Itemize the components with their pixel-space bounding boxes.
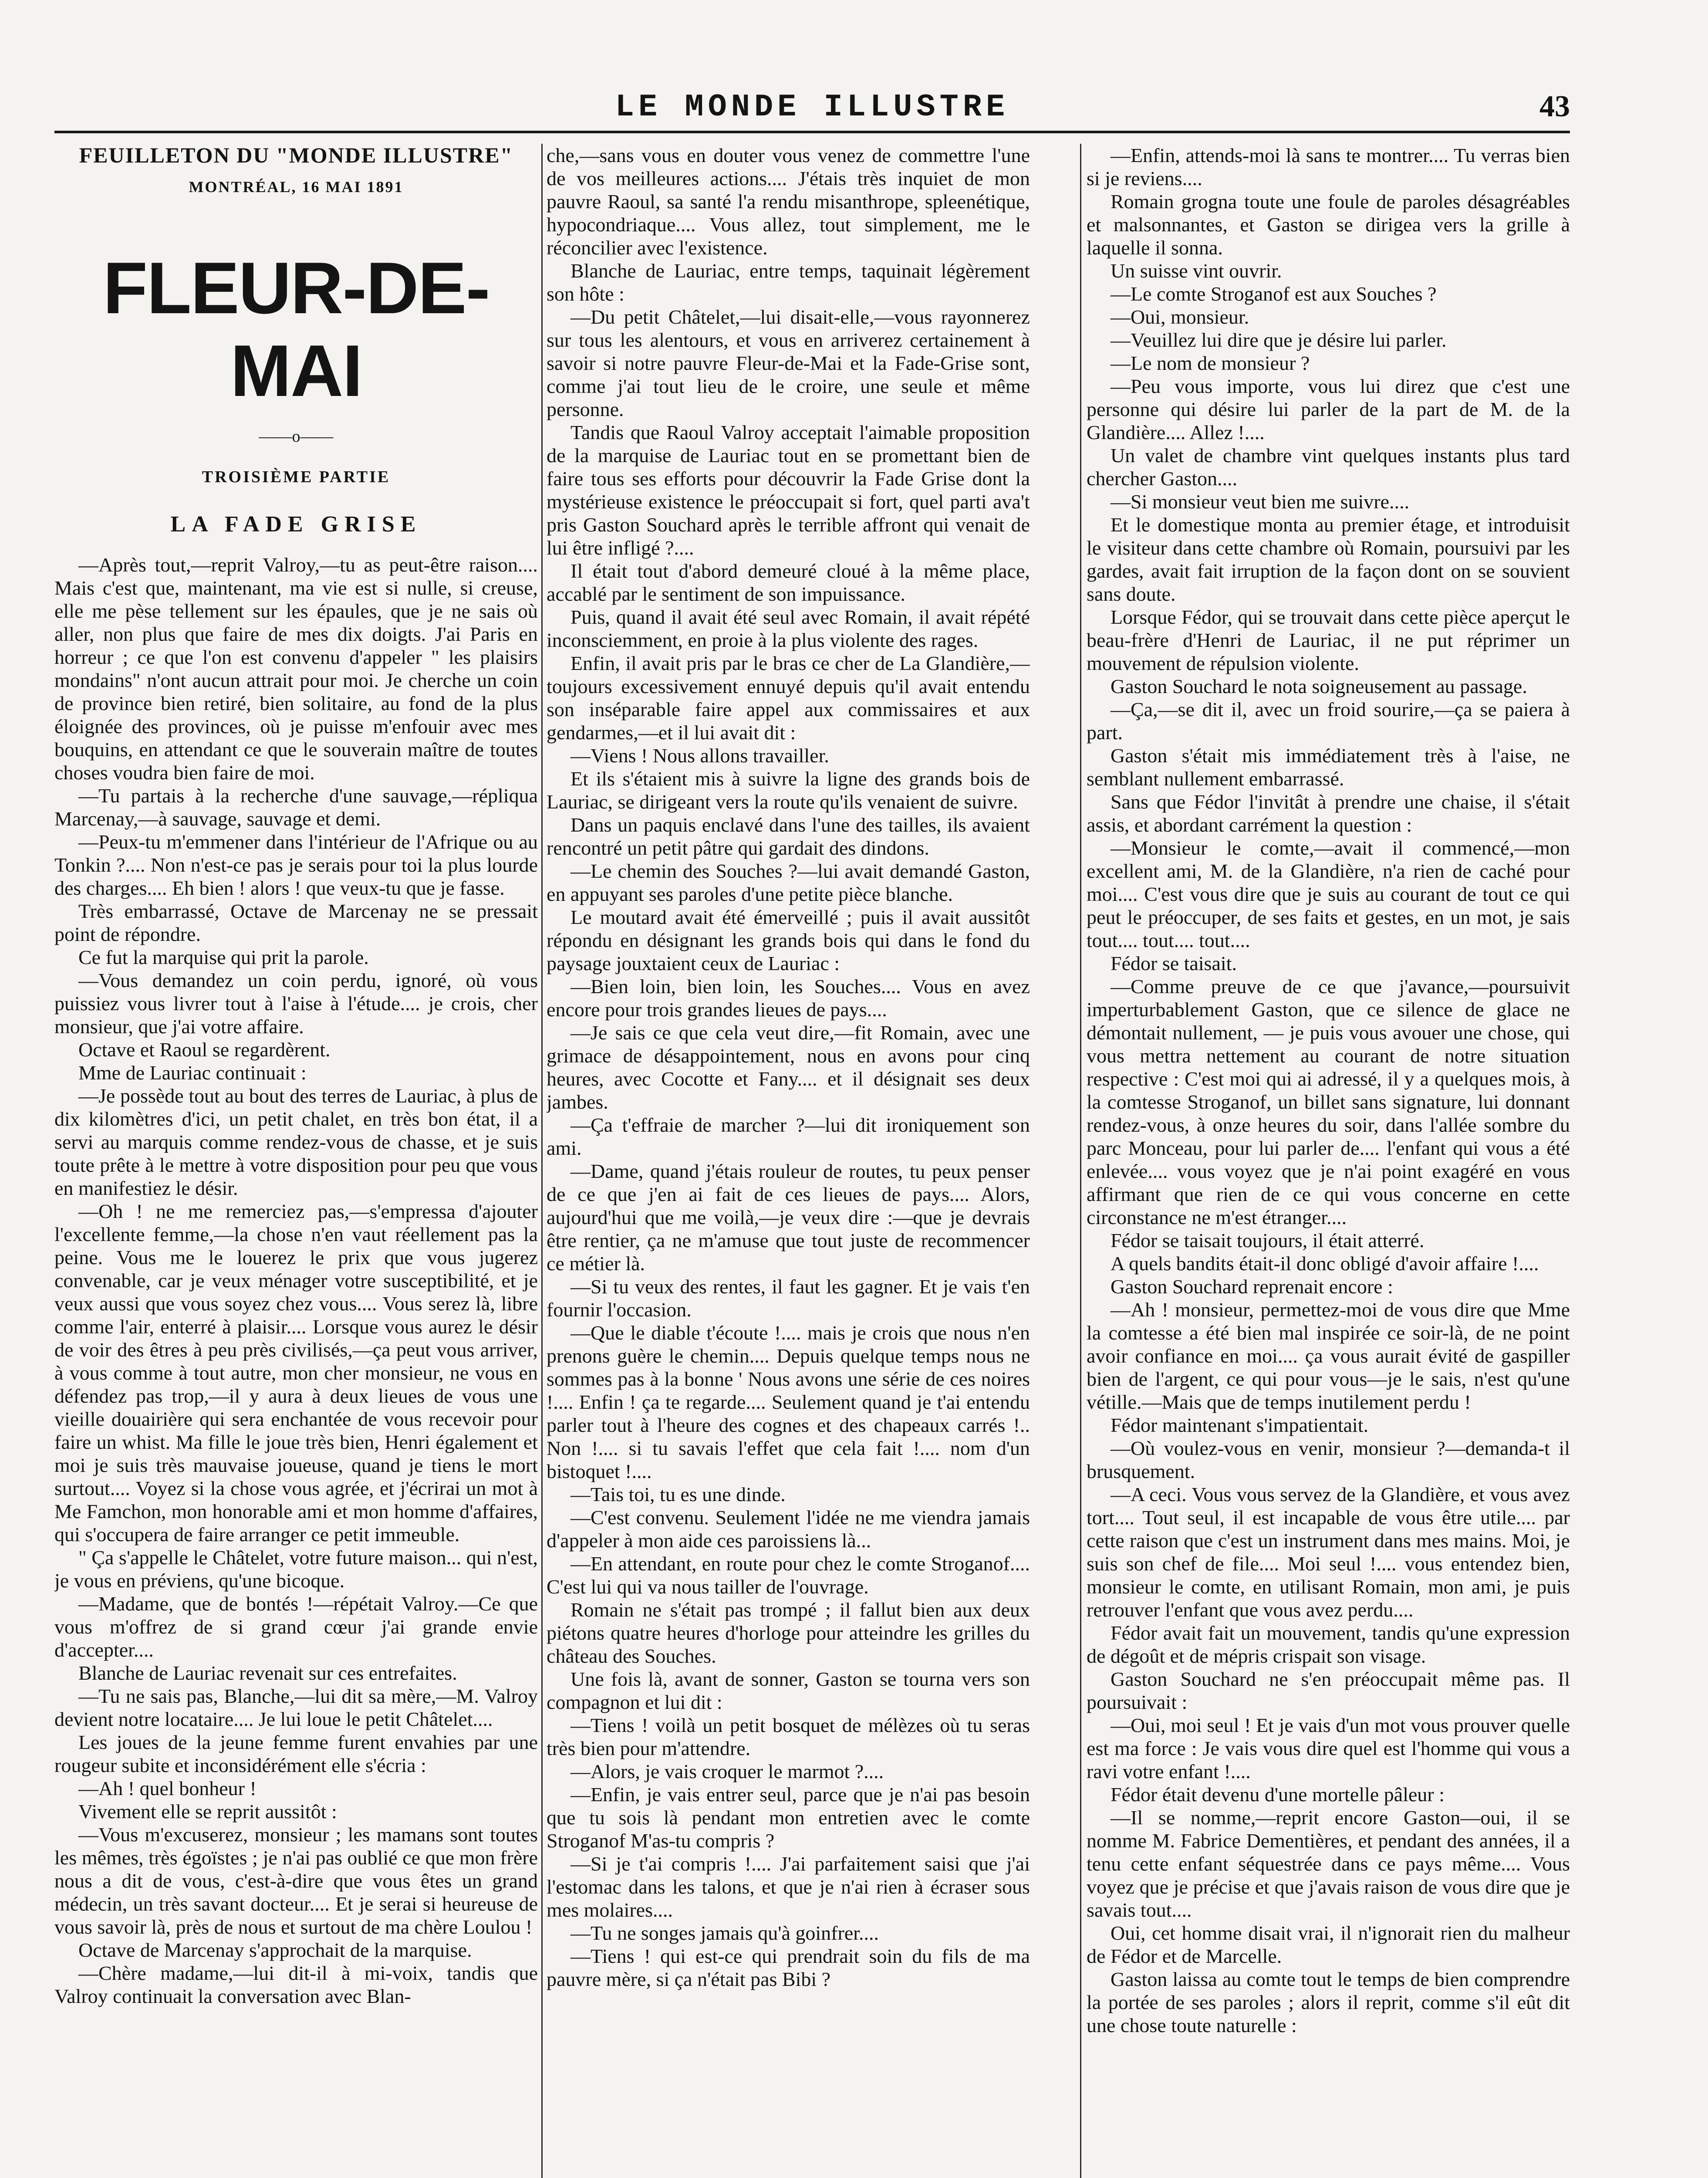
paragraph: Tandis que Raoul Valroy acceptait l'aimable proposition de la marquise de Lauriac tout en se promettant bien de faire tous ses efforts pour découvrir la Fade Grise dont la mystérieuse existence le préoccupait si fort, quel parti ava't pris Gaston Souchard après le terrible affront qui venait de lui être infligé ?.... [547, 421, 1030, 559]
paragraph: Très embarrassé, Octave de Marcenay ne se pressait point de répondre. [54, 900, 538, 945]
paragraph: —Après tout,—reprit Valroy,—tu as peut-être raison.... Mais c'est que, maintenant, ma vie est si nulle, si creuse, elle me pèse tellement sur les épaules, que je ne sais où aller, non plus que faire de mes dix doigts. J'ai Paris en horreur ; ce que l'on est convenu d'appeler " les plaisirs mondains" n'ont aucun attrait pour moi. Je cherche un coin de province bien retiré, bien solitaire, au fond de la plus éloignée des provinces, où je puisse m'enfouir avec mes bouquins, en attendant ce que le souverain maître de toutes choses voudra bien faire de moi. [54, 554, 538, 784]
title-ornament: ——o—— [259, 427, 334, 446]
paragraph: Les joues de la jeune femme furent envahies par une rougeur subite et inconsidérément elle s'écria : [54, 1731, 538, 1776]
paragraph: —Tiens ! qui est-ce qui prendrait soin du fils de ma pauvre mère, si ça n'était pas Bibi ? [547, 1945, 1030, 1990]
paragraph: —Où voulez-vous en venir, monsieur ?—demanda-t il brusquement. [1087, 1437, 1570, 1482]
section-heading: LA FADE GRISE [170, 512, 422, 537]
paragraph: Ce fut la marquise qui prit la parole. [78, 946, 369, 968]
paragraph: Fédor maintenant s'impatientait. [1111, 1414, 1369, 1436]
paragraph: —Du petit Châtelet,—lui disait-elle,—vous rayonnerez sur tous les alentours, et vous en arriverez certainement à savoir si notre pauvre Fleur-de-Mai et la Fade-Grise sont, comme j'ai tout lieu de le croire, une seule et même personne. [547, 306, 1030, 420]
paragraph: —C'est convenu. Seulement l'idée ne me viendra jamais d'appeler à mon aide ces paroissiens là... [547, 1506, 1030, 1552]
paragraph: —En attendant, en route pour chez le comte Stroganof.... C'est lui qui va nous tailler de l'ouvrage. [547, 1552, 1030, 1598]
paragraph: —Madame, que de bontés !—répétait Valroy.—Ce que vous m'offrez de si grand cœur j'ai grande envie d'accepter.... [54, 1593, 538, 1661]
paragraph: Un suisse vint ouvrir. [1111, 260, 1282, 282]
paragraph: —Veuillez lui dire que je désire lui parler. [1111, 329, 1447, 351]
paragraph: —Oui, moi seul ! Et je vais d'un mot vous prouver quelle est ma force : Je vais vous dire quel est l'homme qui vous a ravi votre enfant !.... [1087, 1714, 1570, 1782]
paragraph: —Tu ne sais pas, Blanche,—lui dit sa mère,—M. Valroy devient notre locataire.... Je lui loue le petit Châtelet.... [54, 1685, 538, 1730]
paragraph: —Dame, quand j'étais rouleur de routes, tu peux penser de ce que j'en ai fait de ces lieues de pays.... Alors, aujourd'hui que me voilà,—je veux dire :—que je devrais être rentier, ça ne m'amuse que tout juste de recommencer ce métier là. [547, 1160, 1030, 1275]
paragraph: Dans un paquis enclavé dans l'une des tailles, ils avaient rencontré un petit pâtre qui gardait des dindons. [547, 814, 1030, 859]
paragraph: —A ceci. Vous vous servez de la Glandière, et vous avez tort.... Tout seul, il est incapable de vous être utile.... par cette raison que c'est un instrument dans mes mains. Moi, je suis son chef de file.... Moi seul !.... vous entendez bien, monsieur le comte, en utilisant Romain, mon ami, je puis retrouver l'enfant que vous avez perdu.... [1087, 1483, 1570, 1621]
paragraph: Octave et Raoul se regardèrent. [78, 1038, 331, 1061]
paragraph: Oui, cet homme disait vrai, il n'ignorait rien du malheur de Fédor et de Marcelle. [1087, 1922, 1570, 1967]
paragraph: Et le domestique monta au premier étage, et introduisit le visiteur dans cette chambre où Romain, poursuivi par les gardes, avait fait irruption de la façon dont on se souvient sans doute. [1087, 514, 1570, 605]
paragraph: Mme de Lauriac continuait : [78, 1062, 307, 1084]
paragraph: Romain ne s'était pas trompé ; il fallut bien aux deux piétons quatre heures d'horloge pour atteindre les grilles du château des Souches. [547, 1599, 1030, 1667]
paragraph: Lorsque Fédor, qui se trouvait dans cette pièce aperçut le beau-frère d'Henri de Lauriac, il ne put réprimer un mouvement de répulsion violente. [1087, 606, 1570, 674]
paragraph: —Ça,—se dit il, avec un froid sourire,—ça se paiera à part. [1087, 698, 1570, 744]
paragraph: Romain grogna toute une foule de paroles désagréables et malsonnantes, et Gaston se dirigea vers la grille à laquelle il sonna. [1087, 190, 1570, 259]
paragraph: —Le chemin des Souches ?—lui avait demandé Gaston, en appuyant ses paroles d'une petite pièce blanche. [547, 860, 1030, 905]
paragraph: —Viens ! Nous allons travailler. [570, 744, 829, 767]
paragraph: Fédor avait fait un mouvement, tandis qu'une expression de dégoût et de mépris crispait son visage. [1087, 1622, 1570, 1667]
paragraph: Gaston s'était mis immédiatement très à l'aise, ne semblant nullement embarrassé. [1087, 744, 1570, 790]
paragraph: —Enfin, attends-moi là sans te montrer.... Tu verras bien si je reviens.... [1087, 144, 1570, 189]
paragraph: Gaston Souchard reprenait encore : [1111, 1275, 1393, 1298]
story-title: FLEUR-DE-MAI [103, 247, 489, 412]
feuilleton-heading: FEUILLETON DU "MONDE ILLUSTRE" [79, 144, 513, 167]
paragraph: —Le nom de monsieur ? [1111, 352, 1310, 374]
paragraph: Gaston Souchard ne s'en préoccupait même pas. Il poursuivait : [1087, 1668, 1570, 1713]
paragraph: Blanche de Lauriac revenait sur ces entrefaites. [78, 1662, 457, 1684]
column-divider-1 [541, 144, 543, 2178]
paragraph: Vivement elle se reprit aussitôt : [78, 1800, 337, 1823]
paragraph: Fédor se taisait toujours, il était atterré. [1111, 1229, 1424, 1251]
paragraph: —Je possède tout au bout des terres de Lauriac, à plus de dix kilomètres d'ici, un petit chalet, en très bon état, il a servi au marquis comme rendez-vous de chasse, et je suis toute prête à le mettre à votre disposition pour peu que vous en manifestiez le désir. [54, 1085, 538, 1199]
paragraph: —Bien loin, bien loin, les Souches.... Vous en avez encore pour trois grandes lieues de pays.... [547, 975, 1030, 1021]
paragraph: —Il se nomme,—reprit encore Gaston—oui, il se nomme M. Fabrice Dementières, et pendant des années, il a tenu cette enfant séquestrée dans ce pays même.... Vous voyez que je précise et que j'avais raison de vous dire que je savais tout.... [1087, 1806, 1570, 1921]
paragraph: —Je sais ce que cela veut dire,—fit Romain, avec une grimace de désappointement, nous en avons pour cinq heures, avec Cocotte et Fany.... et il désignait ses deux jambes. [547, 1021, 1030, 1113]
paragraph: —Chère madame,—lui dit-il à mi-voix, tandis que Valroy continuait la conversation avec Blan- [54, 1962, 538, 2007]
paragraph: —Vous demandez un coin perdu, ignoré, où vous puissiez vous livrer tout à l'aise à l'étude.... je crois, cher monsieur, que j'ai votre affaire. [54, 969, 538, 1038]
column-3 [1087, 144, 1570, 2178]
paragraph: A quels bandits était-il donc obligé d'avoir affaire !.... [1111, 1252, 1539, 1275]
paragraph: —Comme preuve de ce que j'avance,—poursuivit imperturbablement Gaston, que ce silence de glace ne démontait nullement, — je puis vous avouer une chose, qui vous mettra nettement au courant de notre situation respective : C'est moi qui ai adressé, il y a quelques mois, à la comtesse Stroganof, un billet sans signature, lui donnant rendez-vous, à onze heures du soir, dans l'allée sombre du parc Monceau, pour lui parler de.... l'enfant qui vous a été enlevée.... vous voyez que je n'ai point exagéré en vous affirmant que rien de ce qui vous concerne en cette circonstance ne m'est étranger.... [1087, 975, 1570, 1228]
column-1-text [54, 553, 538, 2008]
paragraph: Il était tout d'abord demeuré cloué à la même place, accablé par le sentiment de son impuissance. [547, 560, 1030, 605]
paragraph: " Ça s'appelle le Châtelet, votre future maison... qui n'est, je vous en préviens, qu'une bicoque. [54, 1546, 538, 1592]
paragraph: Un valet de chambre vint quelques instants plus tard chercher Gaston.... [1087, 444, 1570, 490]
paragraph: —Ah ! monsieur, permettez-moi de vous dire que Mme la comtesse a été bien mal inspirée ce soir-là, de ne point avoir confiance en moi.... ça vous aurait évité de gaspiller bien de l'argent, ce qui pour vous—je le sais, n'est qu'une vétille.—Mais que de temps inutilement perdu ! [1087, 1299, 1570, 1413]
paragraph: Et ils s'étaient mis à suivre la ligne des grands bois de Lauriac, se dirigeant vers la route qu'ils venaient de suivre. [547, 768, 1030, 813]
paragraph: Fédor se taisait. [1111, 952, 1237, 974]
paragraph: —Alors, je vais croquer le marmot ?.... [570, 1760, 884, 1782]
paragraph: —Tiens ! voilà un petit bosquet de mélèzes où tu seras très bien pour m'attendre. [547, 1714, 1030, 1759]
paragraph: Puis, quand il avait été seul avec Romain, il avait répété inconsciemment, en proie à la plus violente des rages. [547, 606, 1030, 651]
paragraph: —Tais toi, tu es une dinde. [570, 1483, 786, 1505]
paragraph: —Si monsieur veut bien me suivre.... [1111, 490, 1410, 513]
newspaper-title: LE MONDE ILLUSTRE [615, 89, 1009, 125]
paragraph: —Oui, monsieur. [1111, 306, 1249, 328]
paragraph: Le moutard avait été émerveillé ; puis il avait aussitôt répondu en désignant les grands bois qui dans le fond du paysage jouxtaient ceux de Lauriac : [547, 906, 1030, 974]
paragraph: —Monsieur le comte,—avait il commencé,—mon excellent ami, M. de la Glandière, n'a rien de caché pour moi.... C'est vous dire que je suis au courant de tout ce qui peut le préoccuper, de ses faits et gestes, en un mot, je sais tout.... tout.... tout.... [1087, 837, 1570, 951]
header-rule [54, 131, 1570, 133]
paragraph: —Que le diable t'écoute !.... mais je crois que nous n'en prenons guère le chemin.... Depuis quelque temps nous ne sommes pas à la bonne ' Nous avons une série de ces noires !.... Enfin ! ça te regarde.... Seulement quand je t'ai entendu parler tout à l'heure des cognes et des chapeaux carrés !.. Non !.... si tu savais l'effet que cela fait !.... nom d'un bistoquet !.... [547, 1322, 1030, 1482]
paragraph: —Le comte Stroganof est aux Souches ? [1111, 283, 1437, 305]
paragraph: —Peu vous importe, vous lui direz que c'est une personne qui désire lui parler de la part de M. de la Glandière.... Allez !.... [1087, 375, 1570, 443]
paragraph: —Tu partais à la recherche d'une sauvage,—répliqua Marcenay,—à sauvage, sauvage et demi. [54, 785, 538, 830]
paragraph: —Enfin, je vais entrer seul, parce que je n'ai pas besoin que tu sois là pendant mon entretien avec le comte Stroganof M'as-tu compris ? [547, 1783, 1030, 1852]
paragraph: —Si tu veux des rentes, il faut les gagner. Et je vais t'en fournir l'occasion. [547, 1275, 1030, 1321]
paragraph: —Peux-tu m'emmener dans l'intérieur de l'Afrique ou au Tonkin ?.... Non n'est-ce pas je serais pour toi la plus lourde des charges.... Eh bien ! alors ! que veux-tu que je fasse. [54, 831, 538, 899]
paragraph: —Tu ne songes jamais qu'à goinfrer.... [570, 1922, 879, 1944]
paragraph: Blanche de Lauriac, entre temps, taquinait légèrement son hôte : [547, 260, 1030, 305]
paragraph: Fédor était devenu d'une mortelle pâleur : [1111, 1783, 1445, 1806]
paragraph: Une fois là, avant de sonner, Gaston se tourna vers son compagnon et lui dit : [547, 1668, 1030, 1713]
paragraph: Gaston laissa au comte tout le temps de bien comprendre la portée de ses paroles ; alors il reprit, comme s'il eût dit une chose toute naturelle : [1087, 1968, 1570, 2036]
column-2 [547, 144, 1030, 2178]
paragraph: —Vous m'excuserez, monsieur ; les mamans sont toutes les mêmes, très égoïstes ; je n'ai pas oublié ce que mon frère nous a dit de vous, c'est-à-dire que vous êtes un grand médecin, un très savant docteur.... Et je serai si heureuse de vous savoir là, près de nous et surtout de ma chère Loulou ! [54, 1823, 538, 1938]
paragraph: Gaston Souchard le nota soigneusement au passage. [1111, 675, 1527, 697]
paragraph: —Ça t'effraie de marcher ?—lui dit ironiquement son ami. [547, 1114, 1030, 1159]
paragraph: —Oh ! ne me remerciez pas,—s'empressa d'ajouter l'excellente femme,—la chose n'en vaut réellement pas la peine. Vous me le louerez le prix que vous jugerez convenable, car je veux ménager votre susceptibilité, et je veux aussi que vous soyez chez vous.... Vous serez là, libre comme l'air, enterré à plaisir.... Lorsque vous aurez le désir de voir des êtres à peu près civilisés,—ça peut vous arriver, à vous comme à tout autre, mon cher monsieur, ne vous en défendez pas trop,—il y aura à deux lieues de vous une vieille douairière qui sera enchantée de vous recevoir pour faire un whist. Ma fille le joue très bien, Henri également et moi je suis très mauvaise joueuse, quand je tiens le mort surtout.... Voyez si la chose vous agrée, et j'écrirai un mot à Me Famchon, mon honorable ami et mon homme d'affaires, qui s'occupera de faire arranger ce petit immeuble. [54, 1200, 538, 1546]
paragraph: —Si je t'ai compris !.... J'ai parfaitement saisi que j'ai l'estomac dans les talons, et que je n'ai rien à écraser sous mes molaires.... [547, 1853, 1030, 1921]
page-number: 43 [1539, 90, 1570, 123]
paragraph: Sans que Fédor l'invitât à prendre une chaise, il s'était assis, et abordant carrément la question : [1087, 791, 1570, 836]
paragraph: —Ah ! quel bonheur ! [78, 1777, 257, 1799]
part-heading: TROISIÈME PARTIE [202, 468, 391, 486]
column-1 [54, 144, 538, 2178]
masthead [54, 89, 1570, 129]
column-divider-2 [1080, 144, 1081, 2178]
dateline: MONTRÉAL, 16 MAI 1891 [189, 178, 404, 196]
paragraph: Octave de Marcenay s'approchait de la marquise. [78, 1939, 472, 1961]
paragraph: Enfin, il avait pris par le bras ce cher de La Glandière,—toujours excessivement ennuyé depuis qu'il avait entendu son inséparable faire appel aux commissaires et aux gendarmes,—et il lui avait dit : [547, 652, 1030, 744]
paragraph: che,—sans vous en douter vous venez de commettre l'une de vos meilleures actions.... J'étais très inquiet de mon pauvre Raoul, sa santé l'a rendu misanthrope, spleenétique, hypocondriaque.... Vous allez, tout simplement, me le réconcilier avec l'existence. [547, 144, 1030, 259]
